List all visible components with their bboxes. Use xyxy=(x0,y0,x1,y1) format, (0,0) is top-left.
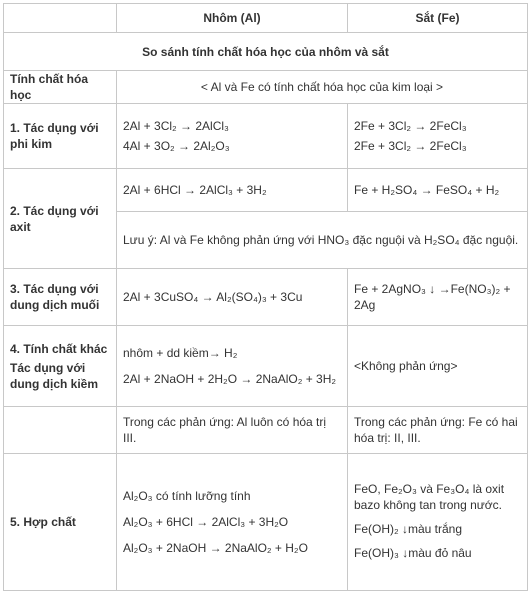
other-row xyxy=(4,326,528,407)
compound-al-3: Al₂O₃ + 2NaOH → 2NaAlO₂ + H₂O xyxy=(123,541,308,555)
acid-fe: Fe + H₂SO₄ → FeSO₄ + H₂ xyxy=(348,169,528,212)
salt-label: 3. Tác dụng với dung dịch muối xyxy=(4,269,117,326)
compound-fe-1: FeO, Fe₂O₃ và Fe₃O₄ là oxit bazo không tan trong nước. xyxy=(354,482,505,512)
other-fe: <Không phản ứng> xyxy=(348,326,528,407)
nonmetal-al-eq-1: 2Al + 3Cl₂ → 2AlCl₃ xyxy=(123,119,229,133)
nonmetal-fe-eq-2: 2Fe + 3Cl₂ → 2FeCl₃ xyxy=(354,139,467,153)
chem-props-label: Tính chất hóa học xyxy=(4,71,117,104)
salt-fe: Fe + 2AgNO₃ ↓ →Fe(NO₃)₂ + 2Ag xyxy=(348,269,528,326)
compound-fe-3: Fe(OH)₃ ↓màu đỏ nâu xyxy=(354,546,472,560)
comparison-table xyxy=(3,3,528,591)
compound-label: 5. Hợp chất xyxy=(4,454,117,591)
other-label-1: 4. Tính chất khác xyxy=(10,341,108,356)
nonmetal-al-cell xyxy=(117,104,348,169)
valence-fe: Trong các phản ứng: Fe có hai hóa trị: II, III. xyxy=(348,407,528,454)
nonmetal-fe-eq-1: 2Fe + 3Cl₂ → 2FeCl₃ xyxy=(354,119,467,133)
nonmetal-row xyxy=(4,104,528,169)
nonmetal-label: 1. Tác dụng với phi kim xyxy=(4,104,117,169)
compound-al-cell xyxy=(117,454,348,591)
chem-props-row xyxy=(4,71,528,104)
other-label-cell xyxy=(4,326,117,407)
valence-al: Trong các phản ứng: Al luôn có hóa trị III. xyxy=(117,407,348,454)
header-aluminum: Nhôm (Al) xyxy=(117,4,348,33)
acid-label: 2. Tác dụng với axit xyxy=(4,169,117,269)
other-al-2: 2Al + 2NaOH + 2H₂O → 2NaAlO₂ + 3H₂ xyxy=(123,372,337,386)
compound-al-2: Al₂O₃ + 6HCl → 2AlCl₃ + 3H₂O xyxy=(123,515,289,529)
compound-row xyxy=(4,454,528,591)
acid-al: 2Al + 6HCl → 2AlCl₃ + 3H₂ xyxy=(117,169,348,212)
valence-row xyxy=(4,407,528,454)
nonmetal-fe-cell xyxy=(348,104,528,169)
salt-al: 2Al + 3CuSO₄ → Al₂(SO₄)₃ + 3Cu xyxy=(117,269,348,326)
acid-note: Lưu ý: Al và Fe không phản ứng với HNO₃ đặc nguội và H₂SO₄ đặc nguội. xyxy=(117,212,528,269)
other-al-cell xyxy=(117,326,348,407)
other-al-1: nhôm + dd kiềm→ H₂ xyxy=(123,346,238,360)
valence-empty xyxy=(4,407,117,454)
other-label-2: Tác dụng với dung dịch kiềm xyxy=(10,360,99,391)
title-row xyxy=(4,33,528,71)
compound-fe-2: Fe(OH)₂ ↓màu trắng xyxy=(354,522,463,536)
header-iron: Sắt (Fe) xyxy=(348,4,528,33)
chem-props-value: < Al và Fe có tính chất hóa học của kim loại > xyxy=(117,71,528,104)
salt-row xyxy=(4,269,528,326)
compound-al-1: Al₂O₃ có tính lưỡng tính xyxy=(123,489,251,503)
acid-row-1 xyxy=(4,169,528,212)
table-title: So sánh tính chất hóa học của nhôm và sắt xyxy=(4,33,528,71)
header-empty xyxy=(4,4,117,33)
compound-fe-cell xyxy=(348,454,528,591)
nonmetal-al-eq-2: 4Al + 3O₂ → 2Al₂O₃ xyxy=(123,139,230,153)
header-row xyxy=(4,4,528,33)
